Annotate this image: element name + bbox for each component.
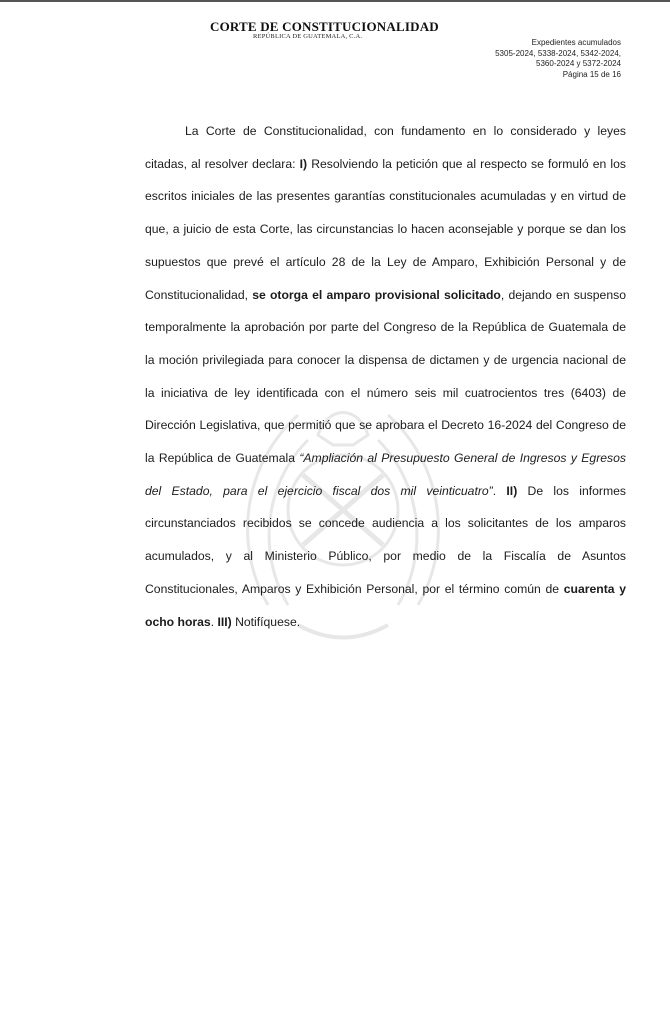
- roman-numeral-1: I): [299, 156, 308, 171]
- text-segment: .: [210, 614, 218, 629]
- roman-numeral-2: II): [506, 483, 518, 498]
- page-info: Página 15 de 16: [562, 69, 621, 79]
- roman-numeral-3: III): [217, 614, 232, 629]
- case-numbers-line-1: 5305-2024, 5338-2024, 5342-2024,: [495, 48, 621, 58]
- text-segment: De los informes circunstanciados recibidos se concede audiencia a los solicitantes de los amparos acumulados, y al Ministerio Público, por medio de la Fiscalía de Asuntos Constitucionales, Amparos y Exhibición Personal, por el término común de: [145, 483, 626, 596]
- bold-phrase-term: cuarenta y ocho horas: [145, 581, 626, 629]
- court-subtitle: REPÚBLICA DE GUATEMALA, C.A.: [253, 33, 363, 40]
- resolution-paragraph: [145, 115, 626, 638]
- case-label: Expedientes acumulados: [531, 38, 621, 47]
- resolution-text: [145, 115, 626, 638]
- text-segment: Resolviendo la petición que al respecto se formuló en los escritos iniciales de las presentes garantías constitucionales acumuladas y en virtud de que, a juicio de esta Corte, las circunstancias lo hacen aconsejable y porque se dan los supuestos que prevé el artículo 28 de la Ley de Amparo, Exhibición Personal y de Constitucionalidad,: [145, 156, 626, 302]
- bold-phrase-amparo: se otorga el amparo provisional solicitado: [252, 287, 501, 302]
- text-segment: .: [492, 483, 507, 498]
- court-name: CORTE DE CONSTITUCIONALIDAD: [210, 19, 439, 34]
- decree-title: “Ampliación al Presupuesto General de Ingresos y Egresos del Estado, para el ejercicio fiscal dos mil veinticuatro”: [145, 451, 627, 498]
- text-segment: , dejando en suspenso temporalmente la aprobación por parte del Congreso de la República de Guatemala de la moción privilegiada para conocer la dispensa de dictamen y de urgencia nacional de la iniciativa de ley identificada con el número seis mil cuatrocientos tres (6403) de Dirección Legislativa, que permitió que se aprobara el Decreto 16-2024 del Congreso de la República de Guatemala: [145, 287, 626, 466]
- top-rule: [0, 0, 670, 2]
- text-segment: Notifíquese.: [231, 614, 301, 629]
- text-segment: La Corte de Constitucionalidad, con fundamento en lo considerado y leyes citadas, al resolver declara:: [145, 124, 626, 171]
- case-numbers-line-2: 5360-2024 y 5372-2024: [536, 59, 621, 69]
- case-info: [421, 38, 621, 80]
